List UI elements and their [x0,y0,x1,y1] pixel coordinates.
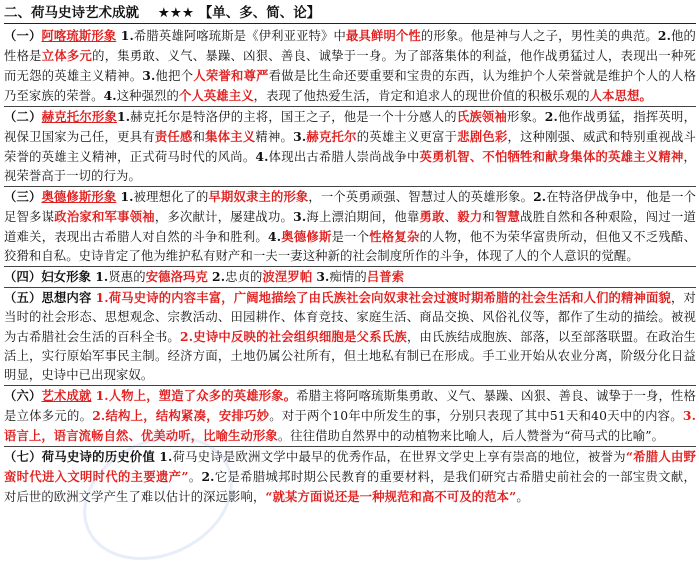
body-text: ，表现了他热爱生活，肯定和追求人的现世价值的积极乐观的 [253,89,590,103]
body-text: ，视荣誉高于一切的行为。 [4,150,696,183]
content-paragraph [4,288,696,385]
body-text: 它是希腊城邦时期公民教育的重要材料，是我们研究古希腊史前社会的一部宝贵文献，对后世的欧洲文学产生了难以估计的深远影响， [4,470,696,504]
section-label: （六） [4,389,42,403]
item-number: 1. [159,449,173,464]
historical-value-paragraph [4,447,696,507]
item-number: 1. [116,28,134,43]
body-text: 的，集勇敢、义气、暴躁、凶狠、善良、诚挚于一身。为了部落集体的利益，他作战勇猛过人，表现出一种死而无怨的英雄主义精神。 [4,49,697,83]
body-text: 痴情的 [329,270,367,284]
body-text: 是一个 [331,230,370,244]
key-phrase: 2.史诗中反映的社会组织细胞是父系氏族 [180,329,407,344]
body-text: 看做是比生命还要重要和宝贵的东西，认为维护个人荣誉就是维护个人的人格乃至家族的荣誉。 [4,69,697,103]
body-text: 的形象。他是神与人之子，男性美的典范。 [420,29,658,43]
section-label: （四）妇女形象 [4,270,92,284]
section-label: （三） [4,190,42,204]
document-page [4,3,696,507]
odysseus-paragraph [4,187,696,266]
body-text: 和 [482,210,495,224]
item-number: 3. [142,68,156,83]
key-phrase: “就某方面说还是一种规范和高不可及的范本” [265,489,517,504]
item-number: 2. [212,269,226,284]
item-number: 2. [201,469,215,484]
body-text: 。 [516,490,529,504]
item-number: 3. [293,209,307,224]
key-phrase: 1.荷马史诗的内容丰富，广阔地描绘了由氏族社会向奴隶社会过渡时期希腊的社会生活和人们的精神面貌 [95,290,672,305]
star-rating: ★★★ [157,5,195,21]
body-text: 体现出古希腊人崇尚战争中 [268,150,420,164]
section-label: （五）思想内容 [4,291,92,305]
section-heading [4,3,696,24]
hero-title: 奥德修斯形象 [41,189,117,204]
body-text: 战胜自然和各种艰险，闯过一道道难关，表现出古希腊人对自然的斗争和胜利。 [4,210,696,244]
body-text: ，这种刚强、威武和特别重视战斗荣誉的英雄主义精神，正式荷马时代的风尚。 [4,130,696,164]
body-text: 被理想化了的 [133,190,209,204]
item-number: 3. [293,129,307,144]
key-phrase: 最具鲜明个性 [346,28,421,43]
key-phrase: 集体主义 [205,129,256,144]
body-text: 忠贞的 [225,270,263,284]
key-phrase: 智慧 [494,209,521,224]
body-text: 荷马史诗是欧洲文学中最早的优秀作品，在世界文学史上享有崇高的地位，被誉为 [172,450,626,464]
key-phrase: 政治家和军事领袖 [54,209,155,224]
body-text: 贤惠的 [108,270,146,284]
body-text: 。对于两个10年中所发生的事，分别只表现了其中51天和40天中的内容。 [269,409,683,423]
key-phrase: 毅力 [457,209,483,224]
key-phrase: 吕普索 [366,269,405,284]
body-text: 希腊英雄阿喀琉斯是《伊利亚亚特》中 [133,29,347,43]
body-text: 这种强烈的 [116,89,179,103]
body-text: ，由氏族结成胞族、部落，以至部落联盟。在政治生活上，实行原始军事民主制。经济方面，土地仍属公社所有，但土地私有制已在形成。手工业开始从农业分离，阶级分化日益明显，史诗中已出现家奴。 [4,330,696,382]
key-phrase: 赫克托尔 [306,129,357,144]
key-phrase: 立体多元 [41,48,93,63]
body-text: 形象。 [507,110,545,124]
body-text: 和 [192,130,206,144]
key-phrase: 个人英雄主义 [178,88,254,103]
item-number: 4. [255,149,269,164]
item-number: 1. [117,109,131,124]
art-achievement-paragraph [4,385,696,447]
key-phrase: 早期奴隶主的形象 [208,189,309,204]
item-number: 1. [95,269,109,284]
item-number: 1. [120,189,134,204]
body-text: ，一个英勇顽强、智慧过人的英雄形象。 [308,190,534,204]
key-phrase: 安德洛玛克 [145,269,208,284]
body-text: 。往往借助自然界中的动植物来比喻人，后人赞誉为“荷马式的比喻”。 [277,429,665,443]
body-text: 海上漂泊期间，他靠 [306,210,420,224]
key-phrase: 性格复杂 [369,229,420,244]
key-phrase: “希腊人由野蛮时代进入文明时代的主要遗产” [4,449,696,484]
achilles-paragraph [4,26,696,106]
key-phrase: 英勇机智、不怕牺牲和献身集体的英雄主义精神 [419,149,684,164]
key-phrase: 氏族领袖 [456,109,508,124]
body-text: 精神。 [255,130,294,144]
body-text: ，多次献计，屡建战功。 [154,210,294,224]
section-label: （七）荷马史诗的历史价值 [4,450,156,464]
question-type-tag: 【单、多、简、论】 [198,5,321,21]
item-number: 2. [657,28,672,43]
key-phrase: 勇敢 [419,209,445,224]
body-text: 的人物，他不为荣华富贵所动，但他又不乏残酷、狡猾和自私。史诗肯定了他为维护私有财产和一夫一妻这种新的社会制度所作的斗争，体现了人的个人意识的觉醒。 [4,230,697,263]
body-text: ，对当时的社会形态、思想观念、宗教活动、田园耕作、体育竞技、家庭生活、商品交换、风俗礼仪等，都作了生动的描绘。被视为古希腊社会生活的百科全书。 [4,291,696,344]
item-number: 2. [533,189,547,204]
body-text: 他把个 [155,69,194,83]
section-label: （一） [4,29,42,43]
key-phrase: 2.结构上，结构紧凑，安排巧妙 [92,408,270,423]
item-number: 4. [268,229,282,244]
key-phrase: 1.人物上，塑造了众多的英雄形象。 [95,388,297,403]
key-phrase: 人荣誉和尊严 [193,68,269,83]
body-text: 的英雄主义更富于 [356,130,458,144]
key-phrase: 人本思想。 [589,88,652,103]
body-text: 希腊主将阿喀琉斯集勇敢、义气、暴躁、凶狠、善良、诚挚于一身，性格是立体多元的。 [4,389,696,423]
key-phrase: 悲剧色彩 [457,129,508,144]
item-number: 4. [103,88,117,103]
body-text: 赫克托尔是特洛伊的主将，国王之子，他是一个十分感人的 [130,110,457,124]
body-text: 他作战勇猛，指挥英明，视保卫国家为己任，更具有 [4,110,697,144]
item-number: 3. [316,269,330,284]
body-text: 在特洛伊战争中，他是一个足智多谋 [4,190,697,224]
heading-title: 二、荷马史诗艺术成就 [4,5,139,21]
women-figures-paragraph [4,266,696,288]
hero-title: 赫克托尔形象 [41,109,118,124]
key-phrase: 奥德修斯 [281,229,332,244]
section-label: （二） [4,110,42,124]
item-number: 2. [544,109,558,124]
body-text: 、 [444,210,458,224]
key-phrase: 责任感 [154,129,193,144]
hero-title: 阿喀琉斯形象 [41,28,117,43]
key-phrase: 3.语言上，语言流畅自然、优美动听，比喻生动形象 [4,408,696,443]
body-text: 他的性格是 [4,29,696,63]
key-phrase: 波涅罗帕 [262,269,313,284]
hector-paragraph [4,106,696,187]
body-text: 。 [188,470,202,484]
hero-title: 艺术成就 [41,388,92,403]
